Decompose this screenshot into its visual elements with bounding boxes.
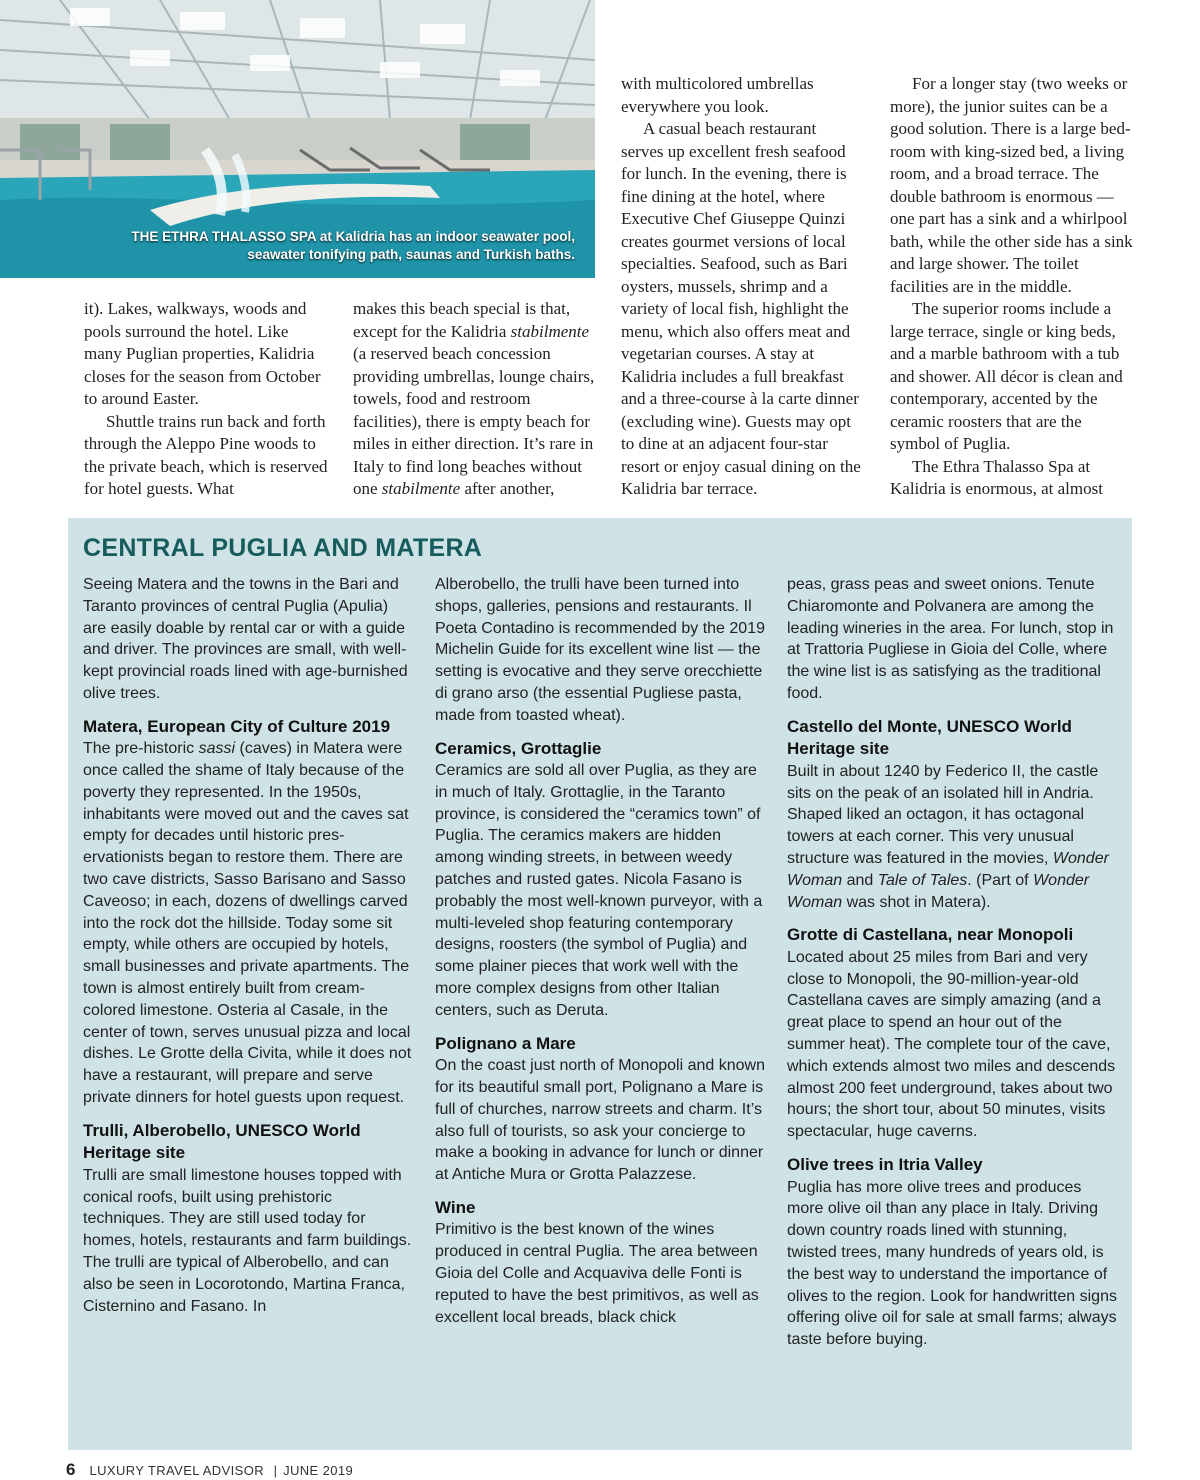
text-run: . (Part of — [967, 871, 1034, 889]
section-body-trulli-continued: Alberobello, the trulli have been turned into shops, galleries, pensions and restaurants. Il Poeta Contadino is recommended by the 2019 Michelin Guide for its excellent wine list — the setting is evocative and they serve orecchiette di grano arso (the essential Pugliese pasta, made from toasted wheat). — [435, 576, 765, 724]
section-heading-trulli: Trulli, Alberobello, UNESCO World Heritage site — [83, 1120, 361, 1163]
section-body-olive: Puglia has more olive trees and produces more olive oil than any place in Italy. Driving down country roads lined with stunning, twisted trees, many hundreds of years old, is the best way to understand the importance of olives to the region. Look for handwritten signs offering olive oil for sale at small farms; always taste before buying. — [787, 1178, 1117, 1349]
sidebar-title: CENTRAL PUGLIA AND MATERA — [83, 534, 483, 562]
section-body-polignano: On the coast just north of Monopoli and known for its beautiful small port, Polignano a Mare is full of churches, narrow streets and charm. It’s also full of tourists, so ask your concierge to make a booking in advance for lunch or dinner at Antiche Mura or Grotta Palazzese. — [435, 1057, 765, 1184]
page-number: 6 — [66, 1460, 76, 1479]
article-paragraph: Shuttle trains run back and forth through the Aleppo Pine woods to the private beach, which is reserved for hotel guests. What — [84, 411, 328, 498]
section-heading-grotte: Grotte di Castellana, near Monopoli — [787, 925, 1074, 945]
article-column-1 — [84, 298, 330, 501]
caption-rest: at Kalidria has an indoor seawater pool, — [316, 229, 575, 244]
section-body-trulli: Trulli are small limestone houses topped with conical roofs, built using prehistoric techniques. They are still used today for homes, hotels, restaurants and farm buildings. The trulli are typical of Alberobello, and can also be seen in Locorotondo, Martina Franca, Cisternino and Fasano. In — [83, 1166, 412, 1315]
text-run: was shot in Matera). — [842, 893, 991, 911]
article-paragraph: The Ethra Thalasso Spa at Kalidria is enormous, at almost — [890, 456, 1103, 498]
section-heading-wine: Wine — [435, 1197, 476, 1217]
article-column-2 — [353, 298, 601, 501]
text-run: (caves) in Matera were once called the shame of Italy because of the poverty they represented. In the 1950s, inhabitants were moved out and the caves sat empty for decades until historic preservationists began to restore them. There are two cave districts, Sasso Barisano and Sasso Caveoso; in each, dozens of dwellings carved into the rock dot the hillside. Today some sit empty, while others are occupied by hotels, small businesses and private apartments. The town is almost entirely built from cream-colored limestone. Osteria al Casale, in the center of town, serves unusual pizza and local dishes. Le Grotte della Civita, while it does not have a restaurant, will prepare and serve private dinners for hotel guests upon request. — [83, 740, 412, 1107]
text-run: The pre-historic — [83, 740, 199, 758]
text-run: and — [842, 871, 878, 889]
section-body-grotte: Located about 25 miles from Bari and very close to Monopoli, the 90-million-year-old Castellana caves are simply amazing (and a great place to spend an hour out of the summer heat). The complete tour of the cave, which extends almost two miles and descends almost 200 feet underground, takes about two hours; the short tour, about 50 minutes, visits spectacular, huge caverns. — [787, 948, 1116, 1141]
italic-title: Tale of Tales — [877, 871, 968, 889]
italic-title: Wonder Woman — [787, 849, 1109, 889]
article-paragraph: it). Lakes, walkways, woods and pools surround the hotel. Like many Puglian properties, Kalidria closes for the season from October to around Easter. — [84, 299, 321, 408]
section-body-castello — [787, 761, 1119, 914]
sidebar-column-3 — [787, 574, 1119, 1362]
caption-lead: THE ETHRA THALASSO SPA — [131, 229, 317, 244]
text-run: after another, — [460, 479, 555, 498]
section-heading-ceramics: Ceramics, Grottaglie — [435, 738, 602, 758]
italic-term: stabilmente — [510, 321, 590, 341]
article-column-3 — [621, 73, 861, 501]
italic-term: sassi — [198, 740, 236, 758]
text-run: makes this beach special is that, except for the Kalidria — [353, 299, 571, 341]
page-footer — [66, 1460, 353, 1480]
section-body-ceramics: Ceramics are sold all over Puglia, as they are in much of Italy. Grottaglie, in the Taranto province, is considered the “ceramics town” of Puglia. The ceramics makers are hidden among winding streets, in between weedy patches and rusted gates. Nicola Fasano is probably the most well-known purveyor, with a multi-leveled shop featuring contemporary designs, roosters (the symbol of Puglia) and some plainer pieces that work well with the more complex designs from other Italian centers, such as Deruta. — [435, 762, 763, 1019]
caption-line-2: seawater tonifying path, saunas and Turkish baths. — [247, 247, 575, 262]
text-run: (a reserved beach concession providing umbrellas, lounge chairs, towels, food and restroom facilities), there is empty beach for miles in either direction. It’s rare in Italy to find long beaches without one — [353, 344, 595, 498]
spa-photo — [0, 0, 595, 278]
article-paragraph — [353, 298, 601, 501]
section-heading-olive: Olive trees in Itria Valley — [787, 1155, 983, 1175]
article-paragraph: The superior rooms include a large terrace, single or king beds, and a marble bathroom with a tub and shower. All décor is clean and contemporary, accented by the ceramic roosters that are the symbol of Puglia. — [890, 299, 1123, 453]
sidebar-column-1 — [83, 574, 413, 1328]
article-paragraph: with multicolored umbrellas everywhere you look. — [621, 74, 814, 116]
section-body-matera — [83, 738, 413, 1109]
article-paragraph: A casual beach restaurant serves up excellent fresh seafood for lunch. In the evening, there is fine dining at the hotel, where Executive Chef Giuseppe Quinzi creates gourmet versions of local specialties. Seafood, such as Bari oysters, mussels, shrimp and a variety of local fish, highlight the menu, which also offers meat and vegetarian courses. A stay at Kalidria includes a full breakfast and a three-course à la carte dinner (excluding wine). Guests may opt to dine at an adjacent four-star resort or enjoy casual dining on the Kalidria bar terrace. — [621, 119, 861, 498]
section-heading-polignano: Polignano a Mare — [435, 1033, 576, 1053]
italic-title: Wonder Woman — [787, 871, 1090, 911]
article-paragraph: For a longer stay (two weeks or more), the junior suites can be a good solution. There is a large bedroom with king-sized bed, a living room, and a broad terrace. The double bathroom is enormous — one part has a sink and a whirlpool bath, while the other side has a sink and large shower. The toilet facilities are in the middle. — [890, 74, 1133, 296]
section-body-wine-continued: peas, grass peas and sweet onions. Tenute Chiaromonte and Polvanera are among the leading wineries in the area. For lunch, stop in at Trattoria Pugliese in Gioia del Colle, where the wine list is as satisfying as the traditional food. — [787, 576, 1114, 702]
section-body-wine: Primitivo is the best known of the wines produced in central Puglia. The area between Gioia del Colle and Acquaviva delle Fonti is reputed to have the best primitivos, as well as excellent local breads, black chick — [435, 1221, 759, 1326]
footer-separator: | — [273, 1463, 278, 1478]
issue-date: JUNE 2019 — [283, 1463, 354, 1478]
photo-caption — [15, 228, 575, 264]
section-heading-castello: Castello del Monte, UNESCO World Heritage site — [787, 716, 1072, 759]
article-column-4 — [890, 73, 1135, 501]
section-heading-matera: Matera, European City of Culture 2019 — [83, 716, 391, 736]
sidebar-intro: Seeing Matera and the towns in the Bari and Taranto provinces of central Puglia (Apulia) are easily doable by rental car or with a guide and driver. The provinces are small, with well-kept provincial roads lined with age-burnished olive trees. — [83, 576, 408, 702]
sidebar-column-2 — [435, 574, 765, 1339]
publication-name: LUXURY TRAVEL ADVISOR — [89, 1463, 265, 1478]
text-run: Built in about 1240 by Federico II, the castle sits on the peak of an isolated hill in Andria. Shaped liked an octagon, it has octagonal towers at each corner. This very unusual structure was featured in the movies, — [787, 762, 1099, 867]
italic-term: stabilmente — [381, 479, 461, 498]
